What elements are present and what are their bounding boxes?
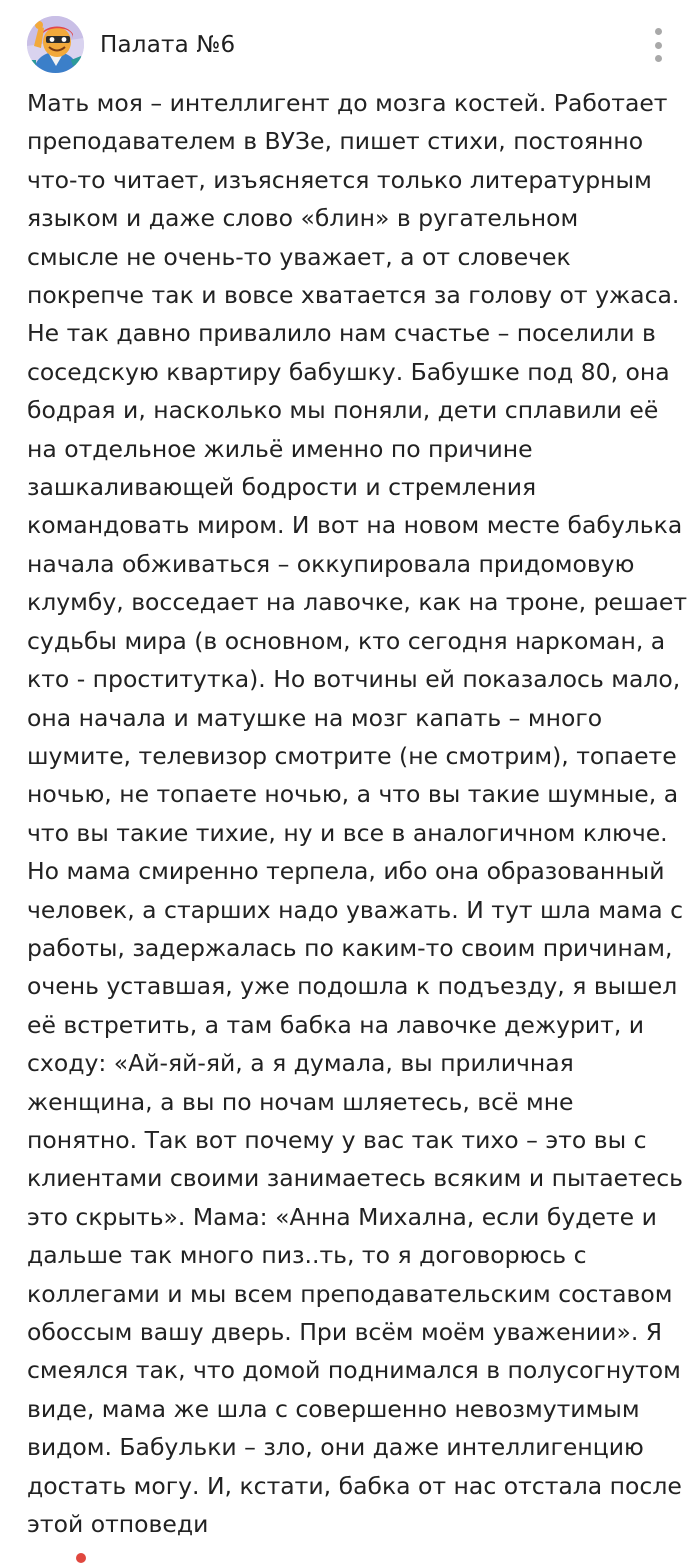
text-line: начала обживаться – оккупировала придомовую xyxy=(27,549,635,578)
text-line: что вы такие тихие, ну и все в аналогичном ключе. xyxy=(27,818,668,847)
text-line: бодрая и, насколько мы поняли, дети сплавили её xyxy=(27,396,659,425)
menu-dot xyxy=(655,28,662,35)
text-line: очень уставшая, уже подошла к подъезду, я вышел xyxy=(27,972,678,1001)
text-line: покрепче так и вовсе хватается за голову от ужаса. xyxy=(27,281,680,310)
menu-dot xyxy=(655,42,662,49)
text-line: сходу: «Ай-яй-яй, а я думала, вы приличная xyxy=(27,1049,574,1078)
text-line: что-то читает, изъясняется только литературным xyxy=(27,165,652,194)
text-line: на отдельное жильё именно по причине xyxy=(27,434,533,463)
text-line: Мать моя – интеллигент до мозга костей. Работает xyxy=(27,89,668,117)
text-line: смысле не очень-то уважает, а от словечек xyxy=(27,242,571,271)
text-line: командовать миром. И вот на новом месте бабулька xyxy=(27,511,683,540)
text-line: языком и даже слово «блин» в ругательном xyxy=(27,204,579,233)
text-line: этой отповеди xyxy=(27,1510,209,1539)
text-line: шумите, телевизор смотрите (не смотрим), топаете xyxy=(27,741,677,770)
post-text xyxy=(27,84,687,1543)
text-line: клумбу, восседает на лавочке, как на троне, решает xyxy=(27,588,688,617)
text-line: виде, мама же шла с совершенно невозмутимым xyxy=(27,1394,640,1423)
cartoon-avatar-icon[interactable] xyxy=(27,16,84,73)
text-line: работы, задержалась по каким-то своим причинам, xyxy=(27,933,673,962)
text-line: клиентами своими занимаетесь всяким и пытаетесь xyxy=(27,1164,683,1193)
text-line: человек, а старших надо уважать. И тут шла мама с xyxy=(27,895,684,924)
text-line: смеялся так, что домой поднимался в полусогнутом xyxy=(27,1356,681,1385)
text-line: судьбы мира (в основном, кто сегодня наркоман, а xyxy=(27,626,666,655)
menu-dot xyxy=(655,55,662,62)
avatar-image xyxy=(27,16,84,73)
text-line: зашкаливающей бодрости и стремления xyxy=(27,473,537,502)
text-line: видом. Бабульки – зло, они даже интеллигенцию xyxy=(27,1433,644,1462)
text-line: кто - проститутка). Но вотчины ей показалось мало, xyxy=(27,665,681,694)
text-line: ночью, не топаете ночью, а что вы такие шумные, а xyxy=(27,780,679,809)
text-line: достать могу. И, кстати, бабка от нас отстала после xyxy=(27,1471,682,1500)
post-header xyxy=(0,0,700,90)
more-vertical-icon[interactable] xyxy=(646,28,670,62)
text-line: она начала и матушке на мозг капать – много xyxy=(27,703,603,732)
text-line: понятно. Так вот почему у вас так тихо – это вы с xyxy=(27,1125,647,1154)
text-line: коллегами и мы всем преподавательским составом xyxy=(27,1279,673,1308)
text-line: её встретить, а там бабка на лавочке дежурит, и xyxy=(27,1010,645,1039)
text-line: дальше так много пиз..ть, то я договорюсь с xyxy=(27,1241,587,1270)
author-name[interactable]: Палата №6 xyxy=(100,32,236,58)
text-line: обоссым вашу дверь. При всём моём уважении». Я xyxy=(27,1318,663,1346)
text-line: соседскую квартиру бабушку. Бабушке под 80, она xyxy=(27,357,670,386)
text-line: преподавателем в ВУЗе, пишет стихи, постоянно xyxy=(27,127,644,156)
accent-dot xyxy=(76,1553,86,1563)
text-line: это скрыть». Мама: «Анна Михална, если будете и xyxy=(27,1202,657,1231)
text-line: Но мама смиренно терпела, ибо она образованный xyxy=(27,857,665,886)
text-line: женщина, а вы по ночам шляетесь, всё мне xyxy=(27,1087,574,1116)
text-line: Не так давно привалило нам счастье – поселили в xyxy=(27,319,656,348)
